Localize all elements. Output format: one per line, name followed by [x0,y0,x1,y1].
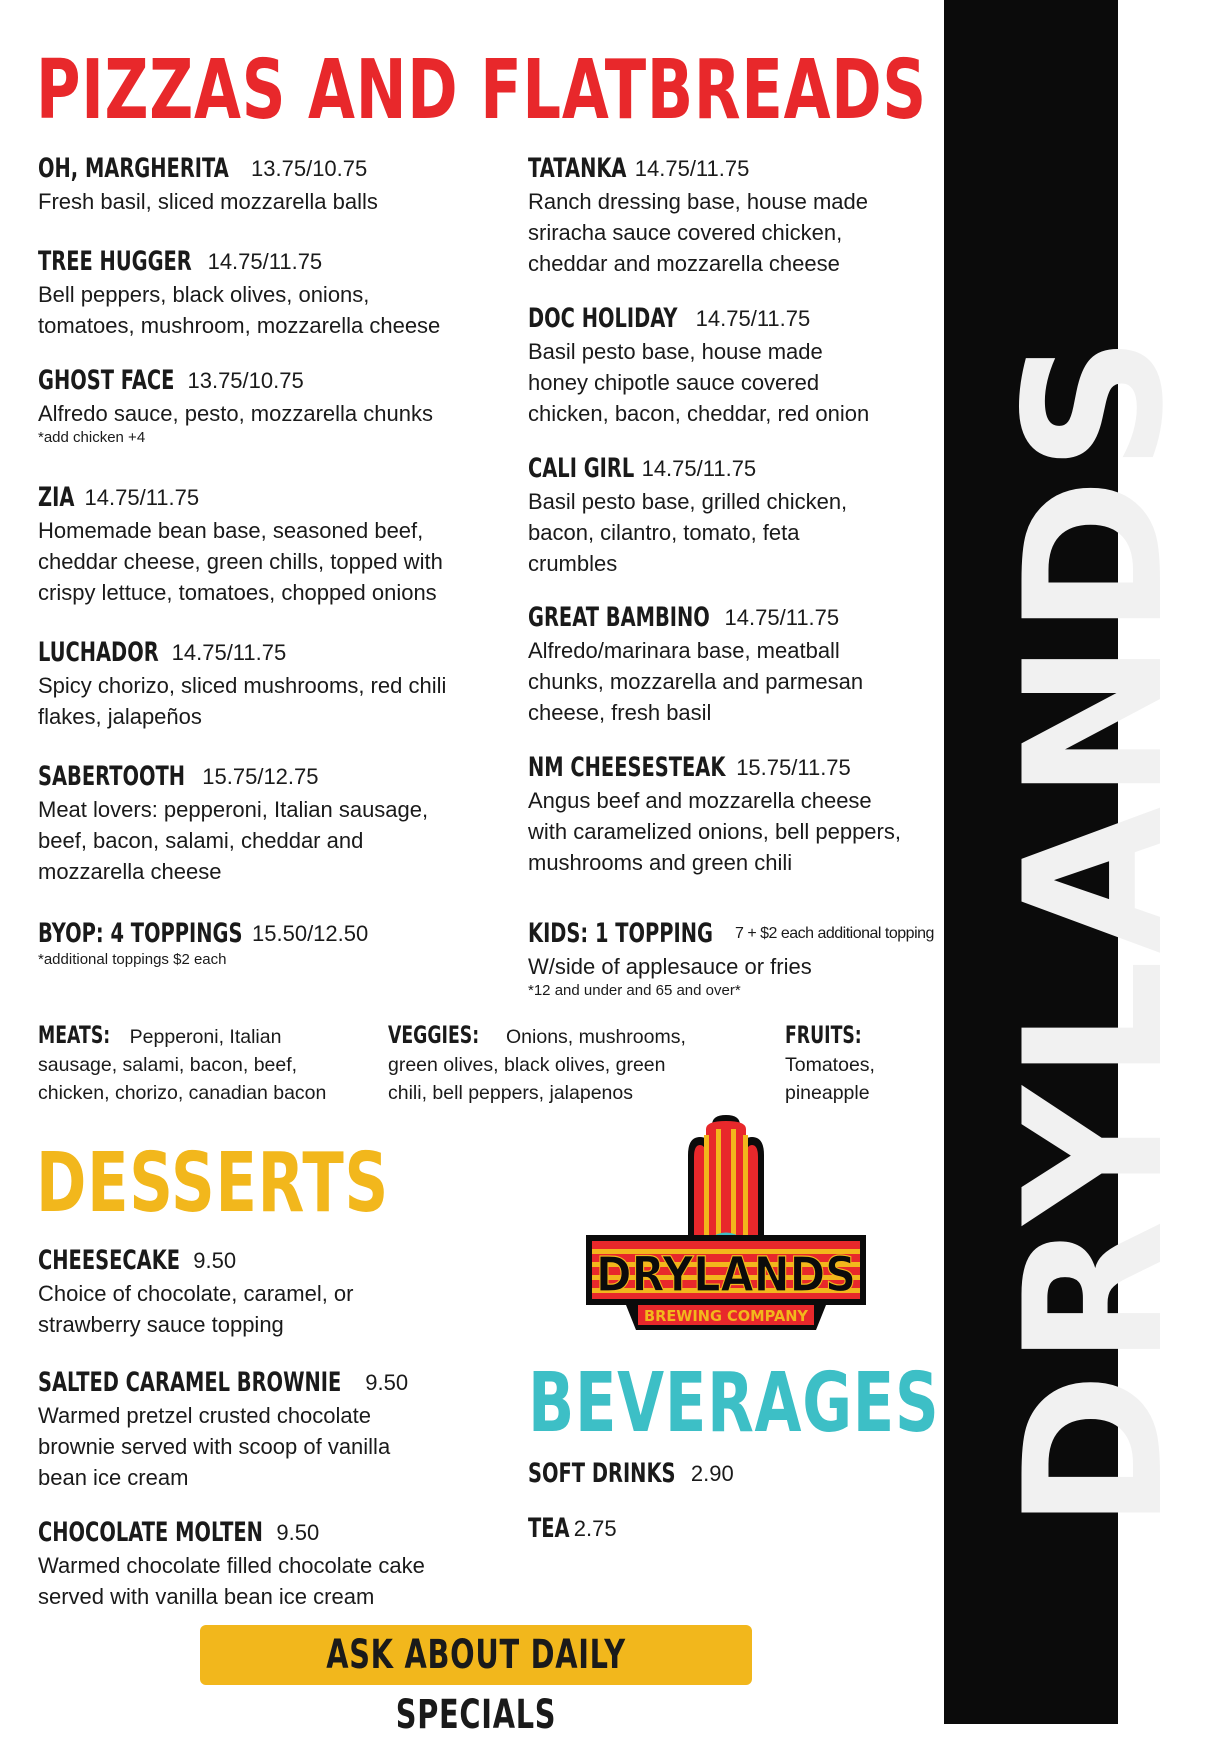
item-note: *additional toppings $2 each [38,951,227,968]
item-desc: Warmed chocolate filled chocolate cake [38,1553,425,1578]
item-name: GHOST FACE [38,365,175,396]
item-price: 7 + $2 each additional topping [734,925,934,942]
item-desc: strawberry sauce topping [38,1312,284,1337]
item-desc: mozzarella cheese [38,859,222,884]
menu-item [38,636,508,732]
item-desc: crispy lettuce, tomatoes, chopped onions [38,580,437,605]
item-desc: served with vanilla bean ice cream [38,1584,375,1609]
item-name: NM CHEESESTEAK [528,752,726,783]
item-desc: Ranch dressing base, house made [528,189,868,214]
item-desc: cheese, fresh basil [528,700,712,725]
item-price: 14.75/11.75 [84,485,200,510]
item-price: 2.90 [690,1461,734,1486]
item-desc: honey chipotle sauce covered [528,370,820,395]
item-desc: Angus beef and mozzarella cheese [528,788,872,813]
item-desc: mushrooms and green chili [528,850,793,875]
toppings-meats [38,1021,378,1107]
menu-item [528,1512,828,1546]
menu-item [38,364,508,447]
item-desc: crumbles [528,551,618,576]
item-price: 14.75/11.75 [641,456,757,481]
pizzas-title: PIZZAS AND FLATBREADS [36,43,927,138]
daily-specials-text: ASK ABOUT DAILY SPECIALS [326,1632,626,1738]
item-name: CALI GIRL [528,453,635,484]
item-desc: sriracha sauce covered chicken, [528,220,843,245]
item-name: TATANKA [528,153,627,184]
item-name: DOC HOLIDAY [528,303,678,334]
item-price: 15.50/12.50 [252,921,369,946]
meats-line: sausage, salami, bacon, beef, [38,1054,298,1076]
beverages-title: BEVERAGES [528,1356,940,1451]
item-price: 14.75/11.75 [724,605,840,630]
drylands-logo [576,1115,876,1335]
menu-item [528,917,948,1000]
menu-item [528,152,998,279]
item-desc: cheddar cheese, green chills, topped with [38,549,443,574]
fruits-label: FRUITS: [785,1021,862,1049]
item-desc: Basil pesto base, house made [528,339,823,364]
item-price: 15.75/11.75 [736,755,851,780]
item-desc: Warmed pretzel crusted chocolate [38,1403,371,1428]
veggies-label: VEGGIES: [388,1021,480,1049]
item-desc: Homemade bean base, seasoned beef, [38,518,424,543]
item-desc: with caramelized onions, bell peppers, [528,819,901,844]
item-note: *12 and under and 65 and over* [528,982,741,999]
item-price: 13.75/10.75 [187,368,304,393]
item-name: ZIA [38,482,75,513]
item-name: TREE HUGGER [38,246,192,277]
menu-item [528,751,998,878]
item-desc: Alfredo/marinara base, meatball [528,638,840,663]
item-desc: Basil pesto base, grilled chicken, [528,489,848,514]
item-desc: Bell peppers, black olives, onions, [38,282,370,307]
menu-item [528,601,998,728]
item-price: 14.75/11.75 [171,640,287,665]
item-desc: chicken, bacon, cheddar, red onion [528,401,870,426]
item-price: 14.75/11.75 [695,306,811,331]
menu-item [38,760,508,887]
logo-name: DRYLANDS [596,1247,856,1303]
item-name: SABERTOOTH [38,761,186,792]
item-name: GREAT BAMBINO [528,602,710,633]
toppings-veggies [388,1021,718,1107]
menu-item [38,1516,508,1612]
item-name: OH, MARGHERITA [38,153,229,184]
item-desc: flakes, jalapeños [38,704,202,729]
item-price: 9.50 [193,1248,237,1273]
item-desc: tomatoes, mushroom, mozzarella cheese [38,313,441,338]
fruits-line: pineapple [785,1082,870,1104]
item-name: KIDS: 1 TOPPING [528,918,714,949]
menu-item [38,917,508,969]
item-price: 13.75/10.75 [251,156,368,181]
item-desc: bean ice cream [38,1465,189,1490]
toppings-fruits [785,1021,925,1107]
item-desc: W/side of applesauce or fries [528,954,812,979]
meats-line: chicken, chorizo, canadian bacon [38,1082,327,1104]
item-name: SALTED CARAMEL BROWNIE [38,1367,342,1398]
item-name: CHEESECAKE [38,1245,181,1276]
logo-sub: BREWING COMPANY [644,1307,810,1325]
veggies-line: green olives, black olives, green [388,1054,666,1076]
menu-item [38,245,508,341]
item-price: 15.75/12.75 [202,764,319,789]
menu-item [38,481,508,608]
menu-item [38,1366,508,1493]
item-desc: bacon, cilantro, tomato, feta [528,520,800,545]
menu-item [528,452,998,579]
item-note: *add chicken +4 [38,429,146,446]
item-name: LUCHADOR [38,637,159,668]
veggies-line: Onions, mushrooms, [506,1026,686,1048]
menu-item [528,1457,828,1491]
item-price: 14.75/11.75 [207,249,323,274]
item-name: BYOP: 4 TOPPINGS [38,918,243,949]
meats-line: Pepperoni, Italian [129,1026,282,1048]
item-desc: Meat lovers: pepperoni, Italian sausage, [38,797,429,822]
item-price: 9.50 [365,1370,409,1395]
daily-specials-banner [200,1625,752,1738]
item-desc: cheddar and mozzarella cheese [528,251,840,276]
sidebar-brand-panel [944,0,1205,1724]
item-price: 9.50 [276,1520,320,1545]
item-name: SOFT DRINKS [528,1458,676,1489]
menu-item [38,152,508,217]
item-desc: Choice of chocolate, caramel, or [38,1281,354,1306]
fruits-line: Tomatoes, [785,1054,875,1076]
item-name: CHOCOLATE MOLTEN [38,1517,263,1548]
meats-label: MEATS: [38,1021,111,1049]
desserts-title: DESSERTS [36,1136,389,1231]
menu-item [38,1244,508,1340]
item-desc: Spicy chorizo, sliced mushrooms, red chili [38,673,447,698]
item-desc: brownie served with scoop of vanilla [38,1434,391,1459]
item-desc: beef, bacon, salami, cheddar and [38,828,364,853]
item-name: TEA [528,1513,570,1544]
item-desc: chunks, mozzarella and parmesan [528,669,864,694]
sidebar-brand-text: DRYLANDS [984,329,1205,1530]
item-desc: Alfredo sauce, pesto, mozzarella chunks [38,401,433,426]
item-price: 2.75 [573,1516,617,1541]
item-price: 14.75/11.75 [634,156,750,181]
item-desc: Fresh basil, sliced mozzarella balls [38,189,378,214]
veggies-line: chili, bell peppers, jalapenos [388,1082,633,1104]
menu-item [528,302,998,429]
